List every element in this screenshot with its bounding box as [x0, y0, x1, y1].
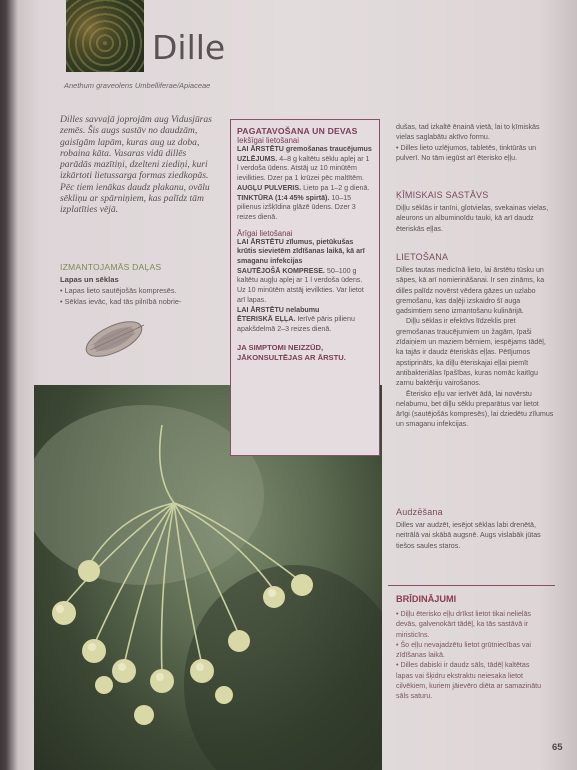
- treat-label: LAI ĀRSTĒTU: [237, 305, 284, 314]
- warning-item: • Dilles dabiski ir daudz sāls, tādēļ kaltētas lapas vai šķidru ekstraktu neiesaka lietot cilvēkiem, kuriem jāievēro diēta ar samazinātu sāls saturu.: [396, 661, 542, 701]
- parts-list: [60, 285, 225, 307]
- parts-item: • Lapas lieto sautējošās kompresēs.: [60, 286, 177, 295]
- essential-oil: [237, 315, 373, 334]
- warnings-heading: BRĪDINĀJUMI: [396, 594, 457, 604]
- usage-paragraph: Dilles tautas medicīnā lieto, lai ārstētu tūsku un sāpes, kā arī nomierināšanai. Ir sen zināms, ka dilles palīdz novērst vēdera gāzes un uzlabo gremošanu, kas daļēji izskaidro šī auga gadsimtiem seno izmantošanu kulinārijā.: [396, 266, 545, 316]
- external-use-heading: Ārīgai lietošanai: [237, 228, 293, 238]
- treat-digestion: [237, 145, 373, 155]
- compress: [237, 267, 373, 306]
- usage-text: [396, 265, 554, 430]
- treat-label: LAI ĀRSTĒTU: [237, 237, 284, 246]
- continuation-text: dušas, tad izkaltē ēnainā vietā, lai to ķīmiskās vielas saglabātu aktīvo formu.: [396, 123, 540, 142]
- tincture-text: 10–15 pilienus izšķīdina glāzē ūdens. Dzer 3 reizes dienā.: [237, 193, 356, 221]
- powder: [237, 184, 373, 194]
- chemistry-heading: ĶĪMISKAIS SASTĀVS: [396, 190, 489, 200]
- preparation-dosage-box: [230, 119, 380, 456]
- latin-name: [64, 81, 210, 90]
- infusion-text: 4–8 g kaltētu sēklu aplej ar 1 l verdoša ūdens. Atstāj uz 10 minūtēm ievilkties. Dzer pa 1 krūzei pēc maltītēm.: [237, 154, 370, 183]
- treat-bruises: [237, 238, 373, 267]
- growing-heading: Audzēšana: [396, 507, 443, 517]
- right-continuation: [396, 122, 554, 163]
- parts-heading: IZMANTOJAMĀS DAĻAS: [60, 262, 162, 272]
- treat-text: gremošanas traucējumus: [285, 145, 372, 153]
- internal-use-heading: Iekšīgai lietošanai: [237, 136, 299, 145]
- treat-text: zīlumus, pietūkušas krūtis sievietēm zīdīšanas laikā, kā arī smaganu infekcijas: [237, 237, 365, 266]
- treat-text: nelabumu: [285, 305, 320, 314]
- parts-subheading: Lapas un sēklas: [60, 275, 119, 284]
- page-title: Dille: [152, 28, 226, 67]
- page-number: 65: [552, 742, 563, 753]
- oil-label: ĒTERISKĀ EĻĻA.: [237, 315, 296, 324]
- consult-doctor-note: JA SIMPTOMI NEIZZŪD, JĀKONSULTĒJAS AR ĀRSTU.: [237, 342, 346, 362]
- usage-heading: LIETOŠANA: [396, 252, 449, 262]
- powder-label: AUGĻU PULVERIS.: [237, 183, 302, 192]
- warning-item: • Šo eļļu nevajadzētu lietot grūtniecības vai zīdīšanas laikā.: [396, 640, 531, 660]
- usage-paragraph: Ēterisko eļļu var ierīvēt ādā, lai novērstu nelabumu, bet diļļu sēklu preparātus var lietot ārīgi (sautējošās kompresēs), lai dziedētu zīlumus un smaganu infekcijas.: [396, 389, 554, 429]
- compress-text: 50–100 g kaltētu augļu aplej ar 1 l verdoša ūdens. Uz 10 minūtēm atstāj ievilkties. Var lietot arī lapas.: [237, 266, 364, 304]
- powder-text: Lieto pa 1–2 g dienā.: [303, 183, 370, 192]
- forms-bullet: • Dilles lieto uzlējumos, tabletēs, tinktūrās un pulverī. No tām iegūst arī ēterisko eļļu.: [396, 143, 537, 162]
- usage-paragraph: Diļļu sēklas ir efektīvs līdzeklis pret gremošanas traucējumiem un žagām, īpaši zīdaiņiem un maziem bērniem, iespējams tādēļ, ka tajās ir daudz ēteriskās eļļas. Pētījumos apstiprināts, ka diļļu ēteriskajai eļļai piemīt antibakteriālas īpašības, kuras nomāc kaitīgu zarnu baktēriju vairošanos.: [396, 317, 546, 388]
- compress-label: SAUTĒJOŠĀ KOMPRESE.: [237, 266, 325, 275]
- growing-text: Dilles var audzēt, iesējot sēklas labi drenētā, neitrālā vai skābā augsnē. Augs vislabāk jūtas tiešos saules staros.: [396, 521, 541, 550]
- treat-nausea: [237, 306, 373, 316]
- warning-item: • Diļļu ēterisko eļļu drīkst lietot tikai nelielās devās, galvenokārt tādēļ, ka tās sastāvā ir miristicīns.: [396, 610, 531, 639]
- treat-label: LAI ĀRSTĒTU: [237, 145, 284, 153]
- seed-illustration: [80, 318, 148, 360]
- latin-name-text: Anethum graveolens Umbelliferae/Apiaceae: [64, 81, 211, 90]
- tincture: [237, 194, 373, 223]
- intro-paragraph: Dilles savvaļā joprojām aug Vidusjūras zemēs. Šis augs sastāv no daudzām, gaisīgām lapām, kuras aug uz doba, robaina kāta. Vasaras vidū dillēs parādās mazītiņi, dzelteni ziediņi, kuri izkārtoti lietussarga formas ziedkopās. Pēc tiem ienākas daudz plakanu, ovālu sēkliņu ar spārniņiem, kas palīdz tām izplatīties vējā.: [60, 114, 212, 216]
- infusion: [237, 155, 373, 184]
- chemistry-text: Diļļu sēklās ir tanīni, glotvielas, svekainas vielas, aleurons un albuminoīdu tauki, kā arī daudz ēteriskās eļļas.: [396, 204, 549, 233]
- tincture-label: TINKTŪRA (1:4 45% spirtā).: [237, 193, 330, 202]
- infusion-label: UZLĒJUMS.: [237, 154, 278, 163]
- oil-text: Ierīvē pāris pilienu apakšdelmā 2–3 reizes dienā.: [237, 315, 355, 333]
- dill-thumbnail-photo: [66, 0, 144, 72]
- parts-item: • Sēklas ievāc, kad tās pilnībā nobrie-: [60, 297, 182, 306]
- box-heading: PAGATAVOŠANA UN DEVAS: [237, 126, 358, 136]
- warnings-box: [388, 585, 555, 737]
- warnings-list: [396, 609, 546, 702]
